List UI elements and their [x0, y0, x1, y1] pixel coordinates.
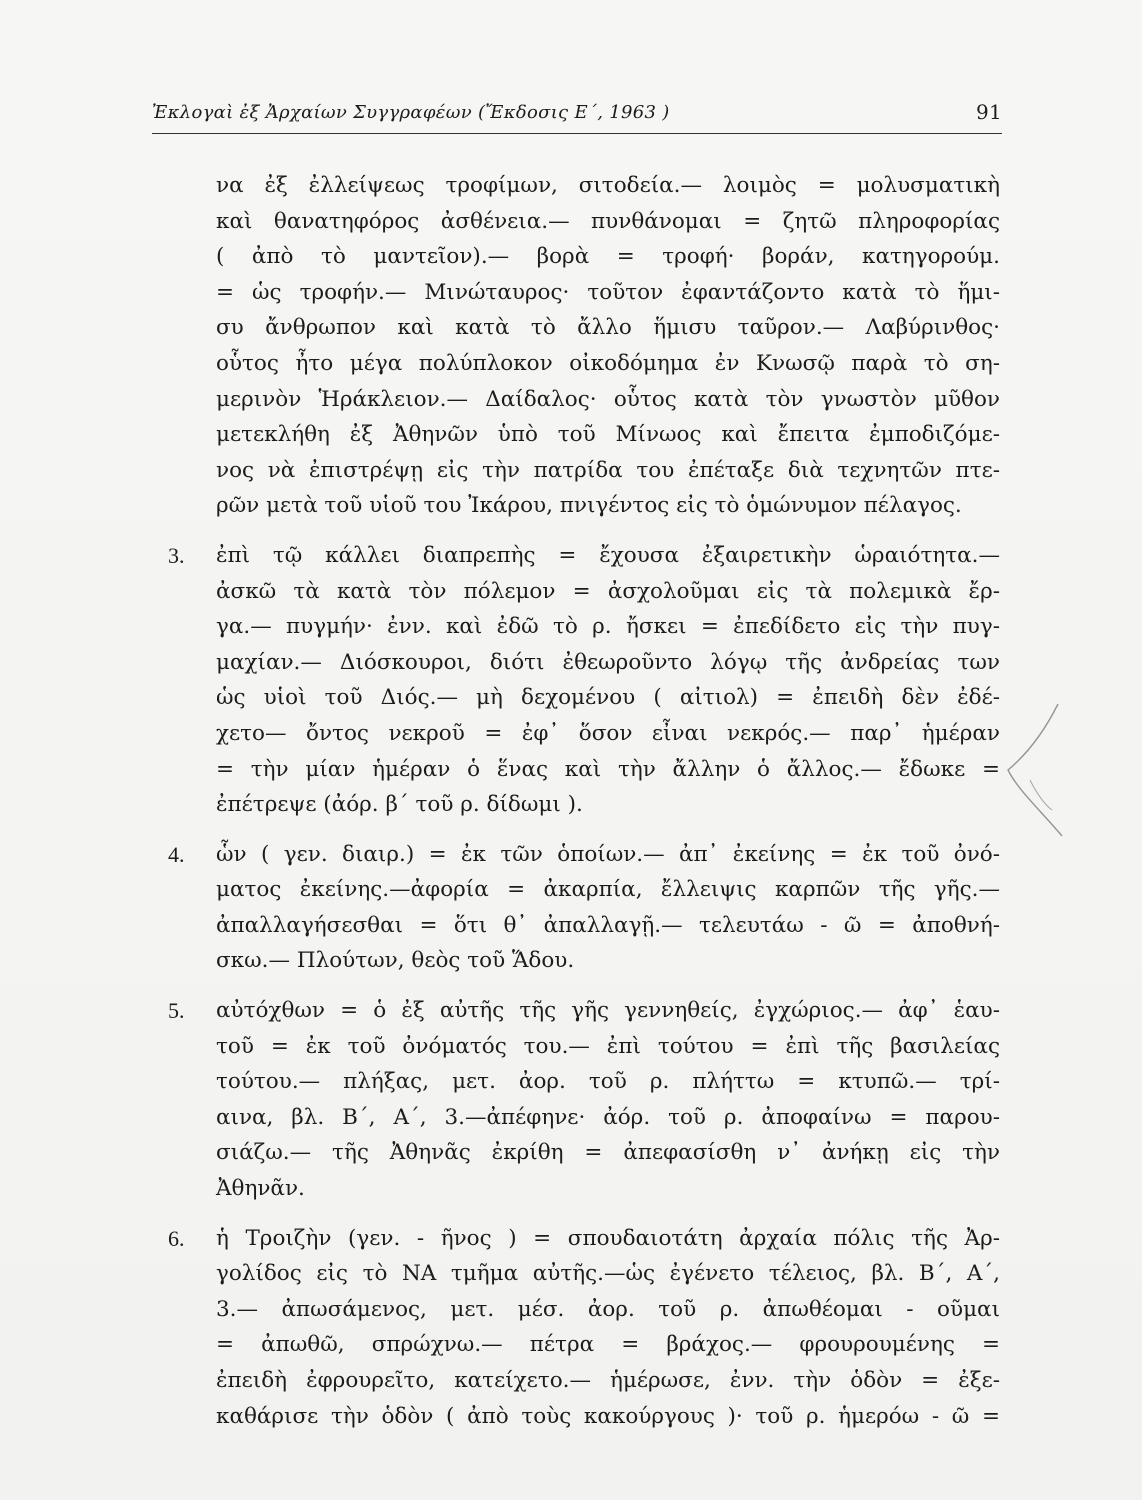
paragraph-5 — [168, 993, 1000, 1207]
paragraph-4 — [168, 837, 1000, 979]
paragraph-number: 6. — [168, 1225, 185, 1251]
text-line: ἀπαλλαγήσεσθαι = ὅτι θ᾽ ἀπαλλαγῇ.— τελευτάω - ῶ = ἀποθνή- — [216, 912, 1000, 938]
text-line: να ἐξ ἐλλείψεως τροφίμων, σιτοδεία.— λοιμὸς = μολυσματικὴ — [216, 173, 1000, 198]
paragraph-number: 3. — [168, 542, 185, 568]
text-line: γολίδος εἰς τὸ ΝΑ τμῆμα αὐτῆς.—ὡς ἐγένετο τέλειος, βλ. Β΄, Α΄, — [216, 1261, 1000, 1287]
text-line: γα.— πυγμήν· ἐνν. καὶ ἐδῶ τὸ ρ. ἤσκει = ἐπεδίδετο εἰς τὴν πυγ- — [216, 614, 1000, 640]
text-line: νος νὰ ἐπιστρέψῃ εἰς τὴν πατρίδα του ἐπέταξε διὰ τεχνητῶν πτε- — [216, 457, 1000, 483]
paragraph-3 — [168, 538, 1000, 823]
text-line: ὧν ( γεν. διαιρ.) = ἐκ τῶν ὁποίων.— ἀπ᾽ ἐκείνης = ἐκ τοῦ ὀνό- — [216, 841, 1000, 867]
text-line: τούτου.— πλήξας, μετ. ἀορ. τοῦ ρ. πλήττω = κτυπῶ.— τρί- — [216, 1069, 1000, 1095]
text-line: καὶ θανατηφόρος ἀσθένεια.— πυνθάνομαι = ζητῶ πληροφορίας — [216, 208, 1000, 234]
text-line: σκω.— Πλούτων, θεὸς τοῦ Ἅδου. — [216, 948, 575, 974]
page-number: 91 — [975, 100, 1002, 124]
text-line: ἀσκῶ τὰ κατὰ τὸν πόλεμον = ἀσχολοῦμαι εἰς τὰ πολεμικὰ ἔρ- — [216, 578, 1000, 604]
text-line: Ἀθηνᾶν. — [216, 1176, 305, 1202]
paragraph-continuation — [216, 168, 1000, 524]
text-line: συ ἄνθρωπον καὶ κατὰ τὸ ἄλλο ἥμισυ ταῦρον.— Λαβύρινθος· — [216, 315, 1000, 341]
text-line: αὐτόχθων = ὁ ἐξ αὐτῆς τῆς γῆς γεννηθείς, ἐγχώριος.— ἀφ᾽ ἑαυ- — [216, 998, 1000, 1024]
text-line: καθάρισε τὴν ὁδὸν ( ἀπὸ τοὺς κακούργους )· τοῦ ρ. ἡμερόω - ῶ = — [216, 1403, 1000, 1429]
text-line: μετεκλήθη ἐξ Ἀθηνῶν ὑπὸ τοῦ Μίνωος καὶ ἔπειτα ἐμποδιζόμε- — [216, 422, 1000, 448]
running-header — [152, 98, 1002, 132]
paragraph-6 — [168, 1221, 1000, 1435]
text-line: ἡ Τροιζὴν (γεν. - ῆνος ) = σπουδαιοτάτη ἀρχαία πόλις τῆς Ἀρ- — [216, 1225, 1000, 1251]
text-line: = τὴν μίαν ἡμέραν ὁ ἕνας καὶ τὴν ἄλλην ὁ ἄλλος.— ἔδωκε = — [216, 756, 1000, 782]
text-line: 3.— ἀπωσάμενος, μετ. μέσ. ἀορ. τοῦ ρ. ἀπωθέομαι - οῦμαι — [216, 1296, 1000, 1322]
paragraph-number: 4. — [168, 841, 185, 867]
text-line: οὗτος ἦτο μέγα πολύπλοκον οἰκοδόμημα ἐν Κνωσῷ παρὰ τὸ ση- — [216, 350, 1000, 376]
text-line: ἐπέτρεψε (ἀόρ. β΄ τοῦ ρ. δίδωμι ). — [216, 792, 583, 818]
text-line: ρῶν μετὰ τοῦ υἱοῦ του Ἰκάρου, πνιγέντος εἰς τὸ ὁμώνυμον πέλαγος. — [216, 493, 962, 519]
header-rule — [152, 133, 1002, 134]
text-line: τοῦ = ἐκ τοῦ ὀνόματός του.— ἐπὶ τούτου = ἐπὶ τῆς βασιλείας — [216, 1033, 1000, 1059]
text-line: χετο— ὄντος νεκροῦ = ἐφ᾽ ὅσον εἶναι νεκρός.— παρ᾽ ἡμέραν — [216, 720, 1000, 746]
text-line: ( ἀπὸ τὸ μαντεῖον).— βορὰ = τροφή· βοράν, κατηγορούμ. — [216, 244, 1000, 270]
text-line: μερινὸν Ἡράκλειον.— Δαίδαλος· οὗτος κατὰ τὸν γνωστὸν μῦθον — [216, 386, 1000, 412]
paragraph-number: 5. — [168, 998, 185, 1024]
text-line: σιάζω.— τῆς Ἀθηνᾶς ἐκρίθη = ἀπεφασίσθη ν᾽ ἀνήκῃ εἰς τὴν — [216, 1140, 1000, 1166]
text-line: αινα, βλ. Β΄, Α΄, 3.—ἀπέφηνε· ἀόρ. τοῦ ρ. ἀποφαίνω = παρου- — [216, 1104, 1000, 1130]
text-line: ἐπὶ τῷ κάλλει διαπρεπὴς = ἔχουσα ἐξαιρετικὴν ὡραιότητα.— — [216, 542, 1000, 568]
book-title: Ἐκλογαὶ ἐξ Ἀρχαίων Συγγραφέων (Ἔκδοσις Ε΄, 1963 ) — [152, 102, 670, 123]
text-line: ματος ἐκείνης.—ἀφορία = ἀκαρπία, ἔλλειψις καρπῶν τῆς γῆς.— — [216, 877, 1000, 903]
document-body — [168, 168, 1000, 1434]
pencil-mark-icon — [1000, 700, 1070, 840]
text-line: μαχίαν.— Διόσκουροι, διότι ἐθεωροῦντο λόγῳ τῆς ἀνδρείας των — [216, 649, 1000, 675]
text-line: ἐπειδὴ ἐφρουρεῖτο, κατείχετο.— ἡμέρωσε, ἐνν. τὴν ὁδὸν = ἐξε- — [216, 1368, 1000, 1393]
text-line: = ὡς τροφήν.— Μινώταυρος· τοῦτον ἐφαντάζοντο κατὰ τὸ ἥμι- — [216, 279, 1000, 305]
text-line: ὡς υἱοὶ τοῦ Διός.— μὴ δεχομένου ( αἰτιολ) = ἐπειδὴ δὲν ἐδέ- — [216, 685, 1000, 711]
text-line: = ἀπωθῶ, σπρώχνω.— πέτρα = βράχος.— φρουρουμένης = — [216, 1332, 1000, 1358]
